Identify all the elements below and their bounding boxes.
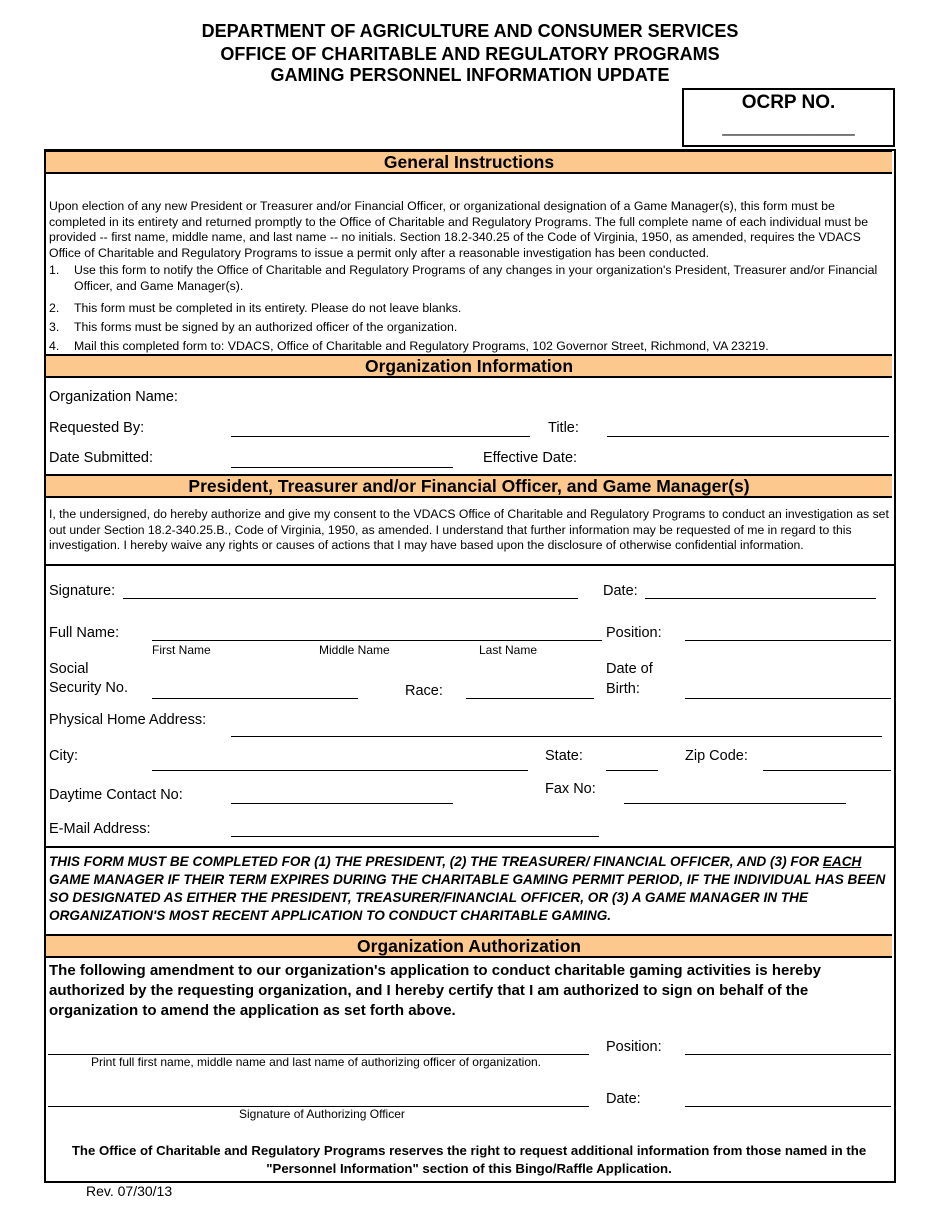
authorization-position-label: Position: bbox=[606, 1039, 662, 1055]
divider bbox=[46, 846, 894, 848]
authorization-date-label: Date: bbox=[606, 1091, 641, 1107]
email-label: E-Mail Address: bbox=[49, 821, 151, 837]
last-name-caption: Last Name bbox=[479, 643, 538, 657]
date-submitted-label: Date Submitted: bbox=[49, 450, 153, 466]
instruction-number: 4. bbox=[49, 339, 60, 353]
city-field[interactable] bbox=[152, 770, 528, 771]
race-label: Race: bbox=[405, 683, 443, 699]
full-name-field[interactable] bbox=[152, 640, 602, 641]
zip-code-field[interactable] bbox=[763, 770, 891, 771]
instruction-item bbox=[49, 339, 889, 355]
fax-field[interactable] bbox=[624, 803, 846, 804]
instruction-text: This forms must be signed by an authorized officer of the organization. bbox=[74, 320, 458, 334]
ssn-label-line2: Security No. bbox=[49, 680, 128, 696]
date-label: Date: bbox=[603, 583, 638, 599]
consent-statement: I, the undersigned, do hereby authorize and give my consent to the VDACS Office of Charitable and Regulatory Programs to conduct an investigation as set out under Section 18.2-340.25.B., Code of Virginia, 1950, as amended. I understand that further information may be requested of me in regard to this investigation. I hereby waive any rights or causes of actions that I may have based upon the disclosure of otherwise confidential information. bbox=[49, 507, 889, 552]
authorization-date-field[interactable] bbox=[685, 1106, 891, 1107]
middle-name-caption: Middle Name bbox=[319, 643, 390, 657]
instruction-item bbox=[49, 320, 889, 336]
authorization-position-field[interactable] bbox=[685, 1054, 891, 1055]
signature-label: Signature: bbox=[49, 583, 116, 599]
ssn-field[interactable] bbox=[152, 698, 358, 699]
authorizing-officer-signature-caption: Signature of Authorizing Officer bbox=[239, 1107, 405, 1121]
revision-date: Rev. 07/30/13 bbox=[86, 1183, 173, 1199]
instruction-item bbox=[49, 263, 889, 295]
footer-notice: The Office of Charitable and Regulatory Programs reserves the right to request additional information from those named in the "Personnel Information" section of this Bingo/Raffle Application. bbox=[71, 1143, 867, 1176]
requested-by-field[interactable] bbox=[231, 436, 530, 437]
ssn-label-line1: Social bbox=[49, 661, 89, 677]
authorization-statement: The following amendment to our organization's application to conduct charitable gaming activities is hereby authorized by the requesting organization, and I hereby certify that I am authorized to sign on behalf of the organization to amend the application as set forth above. bbox=[49, 962, 822, 1019]
position-field[interactable] bbox=[685, 640, 891, 641]
notice-text: THIS FORM MUST BE COMPLETED FOR (1) THE PRESIDENT, (2) THE TREASURER/ FINANCIAL OFFICER, AND (3) FOR bbox=[49, 854, 823, 869]
date-field[interactable] bbox=[645, 598, 876, 599]
divider bbox=[46, 564, 894, 566]
home-address-label: Physical Home Address: bbox=[49, 712, 207, 728]
state-label: State: bbox=[545, 748, 583, 764]
requested-by-label: Requested By: bbox=[49, 420, 145, 436]
authorizing-officer-name-caption: Print full first name, middle name and last name of authorizing officer of organization. bbox=[91, 1055, 542, 1069]
race-field[interactable] bbox=[466, 698, 594, 699]
instruction-number: 1. bbox=[49, 263, 60, 277]
general-instructions-header: General Instructions bbox=[46, 150, 892, 174]
date-submitted-field[interactable] bbox=[231, 467, 453, 468]
header-line-2: OFFICE OF CHARITABLE AND REGULATORY PROGRAMS bbox=[220, 44, 720, 64]
organization-name-label: Organization Name: bbox=[49, 389, 178, 405]
ocrp-label: OCRP NO. bbox=[741, 92, 836, 113]
header-line-1: DEPARTMENT OF AGRICULTURE AND CONSUMER SERVICES bbox=[201, 21, 739, 41]
organization-authorization-header: Organization Authorization bbox=[46, 934, 892, 958]
title-label: Title: bbox=[548, 420, 579, 436]
full-name-label: Full Name: bbox=[49, 625, 120, 641]
dob-label-line1: Date of bbox=[606, 661, 653, 677]
notice-each: EACH bbox=[822, 854, 862, 869]
general-instructions-intro: Upon election of any new President or Treasurer and/or Financial Officer, or organizational designation of a Game Manager(s), this form must be completed in its entirety and returned promptly to the Office of Charitable and Regulatory Programs. The full complete name of each individual must be provided -- first name, middle name, and last name -- no initials. Section 18.2-340.25 of the Code of Virginia, 1950, as amended, requires the VDACS Office of Charitable and Regulatory Programs to issue a permit only after a reasonable investigation has been conducted. bbox=[49, 199, 869, 260]
first-name-caption: First Name bbox=[152, 643, 211, 657]
organization-information-header: Organization Information bbox=[46, 354, 892, 378]
dob-label-line2: Birth: bbox=[606, 681, 640, 697]
header-line-3: GAMING PERSONNEL INFORMATION UPDATE bbox=[270, 65, 670, 85]
dob-field[interactable] bbox=[685, 698, 891, 699]
instruction-number: 3. bbox=[49, 320, 60, 334]
ocrp-box bbox=[682, 88, 895, 147]
signature-field[interactable] bbox=[123, 598, 578, 599]
officers-header: President, Treasurer and/or Financial Officer, and Game Manager(s) bbox=[46, 474, 892, 498]
home-address-field[interactable] bbox=[231, 736, 882, 737]
state-field[interactable] bbox=[606, 770, 658, 771]
instruction-number: 2. bbox=[49, 301, 60, 315]
completion-notice bbox=[49, 853, 889, 925]
email-field[interactable] bbox=[231, 836, 599, 837]
ocrp-number-field[interactable]: ______________ bbox=[722, 117, 855, 136]
fax-label: Fax No: bbox=[545, 781, 596, 797]
instruction-text: Use this form to notify the Office of Charitable and Regulatory Programs of any changes in your organization's President, Treasurer and/or Financial Officer, and Game Manager(s). bbox=[74, 263, 878, 293]
effective-date-label: Effective Date: bbox=[483, 450, 578, 466]
city-label: City: bbox=[49, 748, 78, 764]
daytime-contact-label: Daytime Contact No: bbox=[49, 787, 183, 803]
daytime-contact-field[interactable] bbox=[231, 803, 453, 804]
instruction-text: Mail this completed form to: VDACS, Office of Charitable and Regulatory Programs, 102 Governor Street, Richmond, VA 23219. bbox=[74, 339, 769, 353]
position-label: Position: bbox=[606, 625, 662, 641]
zip-code-label: Zip Code: bbox=[685, 748, 748, 764]
title-field[interactable] bbox=[607, 436, 889, 437]
notice-text-rest: GAME MANAGER IF THEIR TERM EXPIRES DURING THE CHARITABLE GAMING PERMIT PERIOD, IF THE INDIVIDUAL HAS BEEN SO DESIGNATED AS EITHER THE PRESIDENT, TREASURER/FINANCIAL OFFICER, OR (3) A GAME MANAGER IN THE ORGANIZATION'S MOST RECENT APPLICATION TO CONDUCT CHARITABLE GAMING. bbox=[49, 872, 886, 923]
instruction-text: This form must be completed in its entirety. Please do not leave blanks. bbox=[74, 301, 462, 315]
instruction-item bbox=[49, 301, 889, 317]
